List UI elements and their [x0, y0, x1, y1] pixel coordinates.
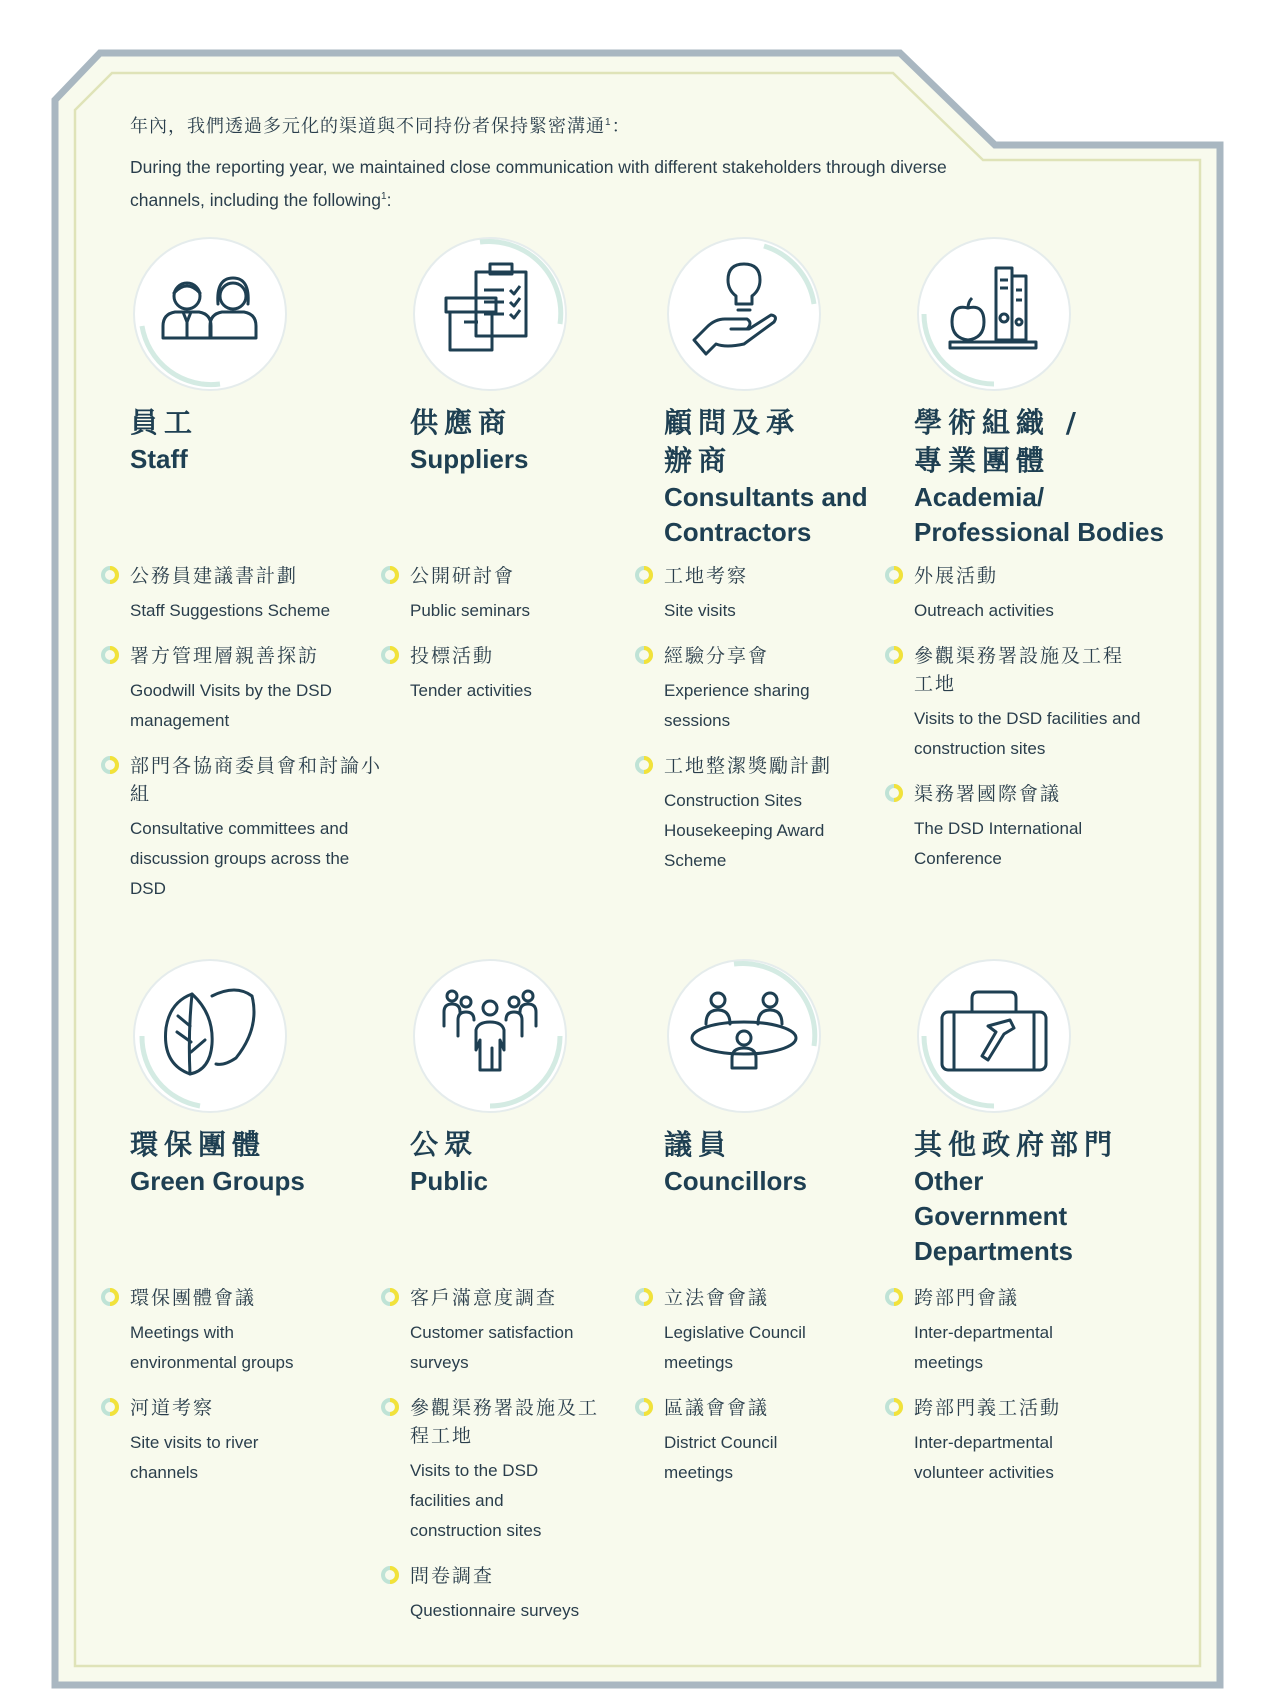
circle-bullet-icon [380, 565, 400, 585]
channel-en: Customer satisfaction surveys [410, 1323, 574, 1372]
circle-bullet-icon [634, 645, 654, 665]
channel-zh: 外展活動 [914, 565, 999, 587]
meeting-table-icon [664, 956, 824, 1116]
intro-zh: 年內，我們透過多元化的渠道與不同持份者保持緊密溝通$^1$： [130, 116, 631, 136]
channel-en: Goodwill Visits by the DSD management [130, 681, 332, 730]
channel-en: Questionnaire surveys [410, 1601, 580, 1620]
stakeholder-title-zh: 學術組織 / 專業團體 [914, 406, 1082, 477]
stakeholder-title [410, 1126, 680, 1199]
channel-list [378, 1284, 668, 1642]
intro-text [130, 112, 950, 215]
hand-lightbulb-icon [664, 234, 824, 394]
circle-bullet-icon [884, 783, 904, 803]
stakeholder-title [914, 1126, 1184, 1269]
channel-zh: 跨部門會議 [914, 1287, 1020, 1309]
circle-bullet-icon [100, 645, 120, 665]
stakeholder-title-zh: 議員 [664, 1128, 733, 1161]
channel-zh: 公務員建議書計劃 [130, 565, 299, 587]
channel-en: Site visits [664, 601, 736, 620]
stakeholder-title-zh: 公眾 [410, 1128, 479, 1161]
channel-zh: 工地考察 [664, 565, 749, 587]
circle-bullet-icon [634, 755, 654, 775]
circle-bullet-icon [634, 1287, 654, 1307]
books-apple-icon [914, 234, 1074, 394]
circle-bullet-icon [100, 1397, 120, 1417]
circle-bullet-icon [884, 1397, 904, 1417]
stakeholder-title [410, 404, 680, 477]
channel-en: The DSD International Conference [914, 819, 1083, 868]
channel-en: Outreach activities [914, 601, 1054, 620]
channel-zh: 跨部門義工活動 [914, 1397, 1062, 1419]
channel-item [378, 562, 668, 626]
circle-bullet-icon [380, 1287, 400, 1307]
channel-item [882, 780, 1172, 874]
channel-zh: 投標活動 [410, 645, 495, 667]
channel-en: Construction Sites Housekeeping Award Scheme [664, 791, 825, 870]
stakeholder-title [664, 1126, 934, 1199]
stakeholder-title-en: Suppliers [410, 444, 529, 474]
stakeholder-title-en: Staff [130, 444, 188, 474]
channel-item [632, 562, 922, 626]
channel-list [98, 562, 388, 920]
channel-en: Inter-departmental volunteer activities [914, 1433, 1054, 1482]
channel-item [98, 752, 388, 904]
channel-zh: 參觀渠務署設施及工程工地 [914, 645, 1125, 695]
channel-zh: 立法會會議 [664, 1287, 770, 1309]
channel-zh: 參觀渠務署設施及工程工地 [410, 1397, 600, 1447]
stakeholder-title-en: Green Groups [130, 1166, 305, 1196]
channel-item [98, 562, 388, 626]
channel-en: Staff Suggestions Scheme [130, 601, 331, 620]
circle-bullet-icon [380, 645, 400, 665]
stakeholder-title-zh: 環保團體 [130, 1128, 267, 1161]
circle-bullet-icon [884, 645, 904, 665]
channel-list [632, 562, 922, 892]
circle-bullet-icon [634, 1397, 654, 1417]
channel-zh: 區議會會議 [664, 1397, 770, 1419]
supplier-box-clipboard-icon [410, 234, 570, 394]
channel-en: Legislative Council meetings [664, 1323, 806, 1372]
channel-en: Visits to the DSD facilities and construction sites [410, 1461, 542, 1540]
circle-bullet-icon [100, 755, 120, 775]
channel-item [98, 1394, 388, 1488]
circle-bullet-icon [884, 1287, 904, 1307]
stakeholder-title-en: Public [410, 1166, 489, 1196]
channel-list [882, 562, 1172, 890]
channel-zh: 工地整潔獎勵計劃 [664, 755, 833, 777]
channel-en: Public seminars [410, 601, 530, 620]
stakeholder-title [664, 404, 934, 550]
circle-bullet-icon [100, 1287, 120, 1307]
circle-bullet-icon [884, 565, 904, 585]
channel-en: Site visits to river channels [130, 1433, 259, 1482]
circle-bullet-icon [100, 565, 120, 585]
stakeholder-title-zh: 員工 [130, 406, 199, 439]
channel-item [632, 1394, 922, 1488]
channel-item [378, 642, 668, 706]
stakeholder-title [130, 1126, 400, 1199]
channel-item [882, 1284, 1172, 1378]
channel-item [378, 1394, 668, 1546]
channel-item [98, 642, 388, 736]
channel-en: Experience sharing sessions [664, 681, 810, 730]
channel-item [378, 1284, 668, 1378]
channel-zh: 河道考察 [130, 1397, 215, 1419]
stakeholder-title-zh: 顧問及承辦商 [664, 406, 801, 477]
stakeholder-title-en: Academia/ Professional Bodies [914, 482, 1164, 547]
stakeholder-title-en: Other Government Departments [914, 1166, 1073, 1266]
stakeholder-title-zh: 供應商 [410, 406, 513, 439]
stakeholder-title [914, 404, 1184, 550]
circle-bullet-icon [634, 565, 654, 585]
channel-zh: 問卷調查 [410, 1565, 495, 1587]
channel-zh: 客戶滿意度調查 [410, 1287, 558, 1309]
channel-zh: 公開研討會 [410, 565, 516, 587]
channel-item [378, 1562, 668, 1626]
stakeholder-title-zh: 其他政府部門 [914, 1128, 1119, 1161]
stakeholder-title-en: Consultants and Contractors [664, 482, 868, 547]
channel-item [98, 1284, 388, 1378]
channel-item [882, 562, 1172, 626]
channel-zh: 環保團體會議 [130, 1287, 257, 1309]
channel-list [632, 1284, 922, 1504]
circle-bullet-icon [380, 1397, 400, 1417]
channel-item [632, 752, 922, 876]
channel-list [378, 562, 668, 722]
channel-en: District Council meetings [664, 1433, 778, 1482]
channel-en: Consultative committees and discussion groups across the DSD [130, 819, 350, 898]
circle-bullet-icon [380, 1565, 400, 1585]
intro-en: During the reporting year, we maintained close communication with different stakeholders through diverse channels, including the following$^1$: [130, 157, 947, 210]
stakeholder-title [130, 404, 400, 477]
channel-en: Visits to the DSD facilities and construction sites [914, 709, 1141, 758]
channel-list [882, 1284, 1172, 1504]
leaves-icon [130, 956, 290, 1116]
channel-item [882, 642, 1172, 764]
channel-item [632, 642, 922, 736]
channel-en: Tender activities [410, 681, 532, 700]
channel-zh: 部門各協商委員會和討論小組 [130, 755, 383, 805]
channel-zh: 經驗分享會 [664, 645, 770, 667]
channel-item [882, 1394, 1172, 1488]
stakeholder-title-en: Councillors [664, 1166, 808, 1196]
channel-zh: 渠務署國際會議 [914, 783, 1062, 805]
toolbox-hammer-icon [914, 956, 1074, 1116]
channel-en: Inter-departmental meetings [914, 1323, 1053, 1372]
channel-list [98, 1284, 388, 1504]
channel-item [632, 1284, 922, 1378]
staff-icon [130, 234, 290, 394]
crowd-icon [410, 956, 570, 1116]
channel-en: Meetings with environmental groups [130, 1323, 294, 1372]
channel-zh: 署方管理層親善探訪 [130, 645, 320, 667]
